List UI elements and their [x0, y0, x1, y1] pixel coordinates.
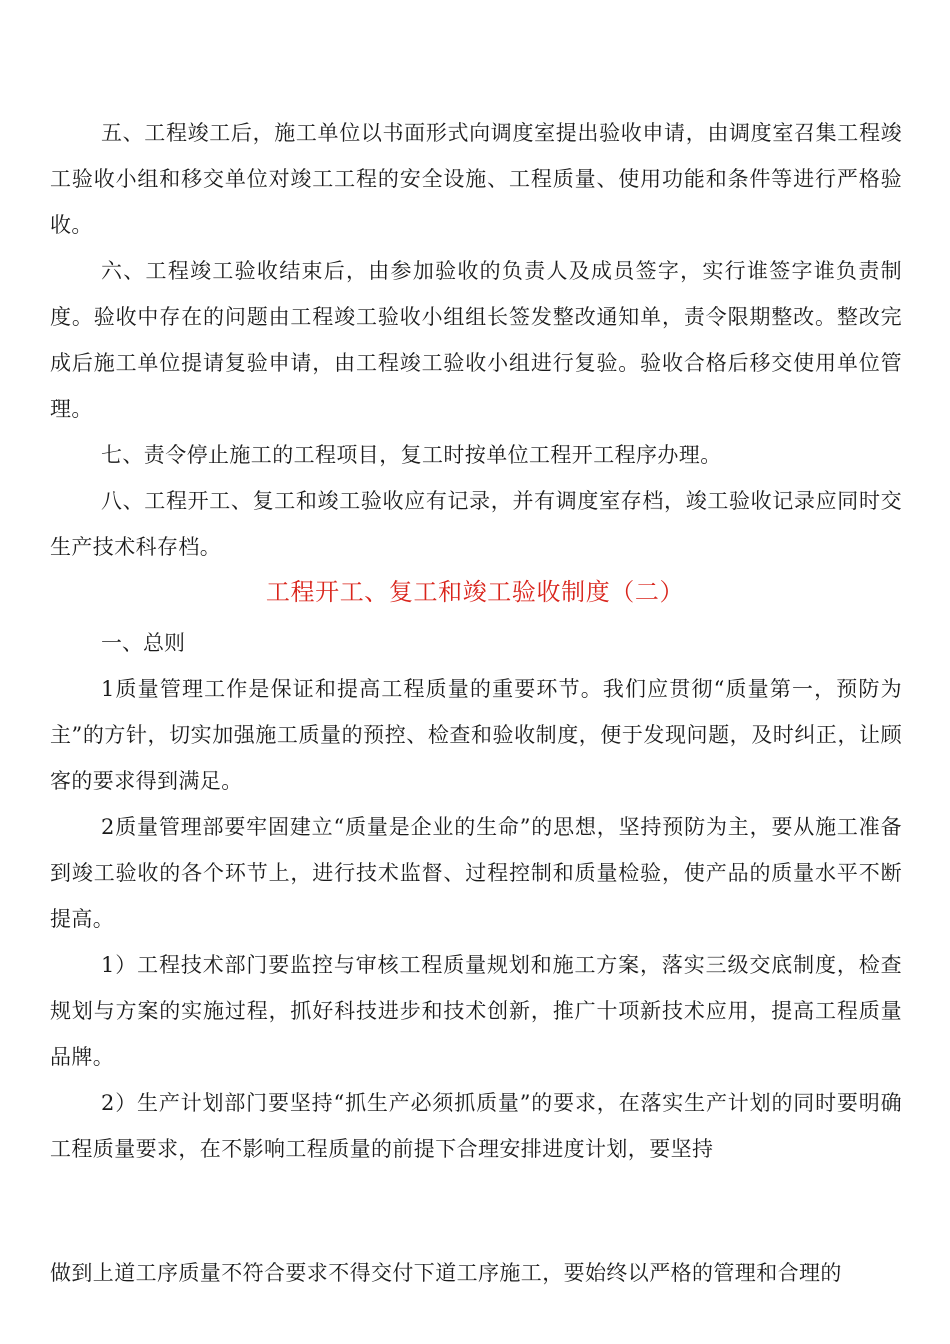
- article-2-item-2: 2）生产计划部门要坚持“抓生产必须抓质量”的要求，在落实生产计划的同时要明确工程质量要求，在不影响工程质量的前提下合理安排进度计划，要坚持: [50, 1091, 902, 1161]
- article-2: 2质量管理部要牢固建立“质量是企业的生命”的思想，坚持预防为主，要从施工准备到竣工验收的各个环节上，进行技术监督、过程控制和质量检验，使产品的质量水平不断提高。: [50, 815, 902, 931]
- article-1: 1质量管理工作是保证和提高工程质量的重要环节。我们应贯彻“质量第一，预防为主”的方针，切实加强施工质量的预控、检查和验收制度，便于发现问题，及时纠正，让顾客的要求得到满足。: [50, 677, 902, 793]
- section-heading: 一、总则: [101, 631, 185, 655]
- continuation-line: 做到上道工序质量不符合要求不得交付下道工序施工，要始终以严格的管理和合理的: [50, 1261, 842, 1285]
- section-title: 工程开工、复工和竣工验收制度（二）: [265, 578, 685, 606]
- article-2-item-1: 1）工程技术部门要监控与审核工程质量规划和施工方案，落实三级交底制度，检查规划与方案的实施过程，抓好科技进步和技术创新，推广十项新技术应用，提高工程质量品牌。: [50, 953, 902, 1069]
- paragraph-8: 八、工程开工、复工和竣工验收应有记录，并有调度室存档，竣工验收记录应同时交生产技术科存档。: [50, 489, 902, 559]
- paragraph-5: 五、工程竣工后，施工单位以书面形式向调度室提出验收申请，由调度室召集工程竣工验收小组和移交单位对竣工工程的安全设施、工程质量、使用功能和条件等进行严格验收。: [50, 121, 902, 237]
- paragraph-6: 六、工程竣工验收结束后，由参加验收的负责人及成员签字，实行谁签字谁负责制度。验收中存在的问题由工程竣工验收小组组长签发整改通知单，责令限期整改。整改完成后施工单位提请复验申请，由工程竣工验收小组进行复验。验收合格后移交使用单位管理。: [50, 259, 902, 421]
- paragraph-7: 七、责令停止施工的工程项目，复工时按单位工程开工程序办理。: [101, 443, 722, 467]
